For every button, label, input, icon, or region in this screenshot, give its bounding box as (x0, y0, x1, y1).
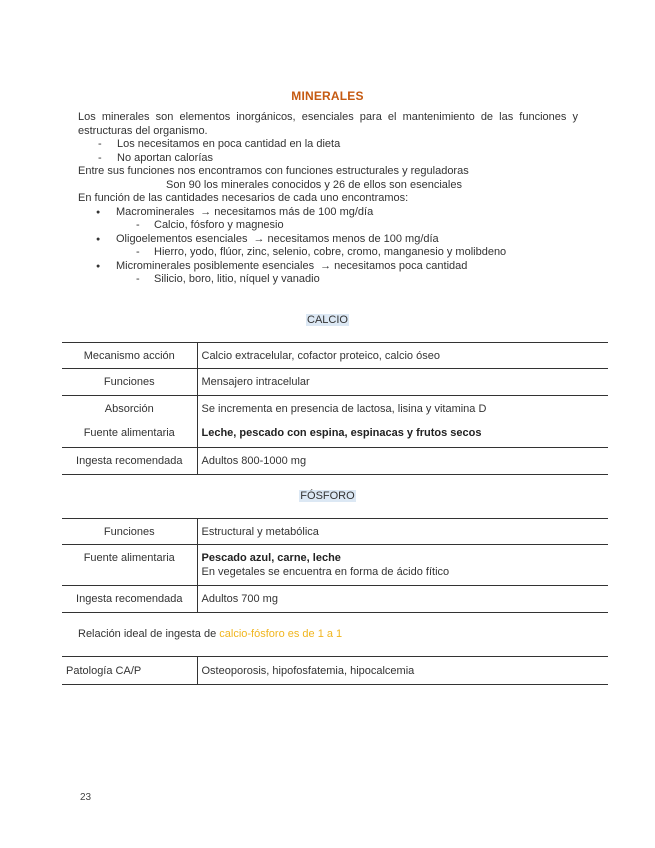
group-desc: necesitamos poca cantidad (334, 259, 468, 272)
calcio-table (62, 342, 608, 475)
fosforo-heading (0, 490, 655, 502)
intro-text (78, 111, 578, 287)
row-value: Calcio extracelular, cofactor proteico, calcio óseo (197, 343, 608, 369)
row-label: Mecanismo acción (62, 343, 197, 369)
row-value-main: Pescado azul, carne, leche (201, 552, 341, 564)
group-name: Oligoelementos esenciales (116, 232, 248, 245)
list-item (78, 260, 578, 287)
list-item (78, 206, 578, 233)
quantities-line: En función de las cantidades necesarios de cada uno encontramos: (78, 192, 409, 204)
table-row (62, 657, 608, 685)
row-value: Se incrementa en presencia de lactosa, lisina y vitamina D (201, 403, 487, 415)
group-name: Microminerales posiblemente esenciales (116, 259, 315, 272)
row-label: Fuente alimentaria (62, 422, 197, 448)
ratio-prefix: Relación ideal de ingesta de (78, 628, 220, 640)
row-value-note: En vegetales se encuentra en forma de ácido fítico (201, 566, 450, 578)
arrow-icon: → (253, 232, 265, 245)
row-label: Ingesta recomendada (62, 586, 197, 613)
calcio-heading (0, 314, 655, 326)
table-row (62, 396, 608, 422)
table-row (62, 448, 608, 475)
row-value: Adultos 800-1000 mg (197, 448, 608, 475)
row-value (197, 545, 608, 586)
list-item: - Silicio, boro, litio, níquel y vanadio (116, 273, 578, 287)
table-row (62, 586, 608, 613)
group-desc: necesitamos menos de 100 mg/día (267, 232, 439, 245)
list-item: - Los necesitamos en poca cantidad en la dieta (78, 138, 578, 152)
patologia-table (62, 656, 608, 685)
table-row (62, 343, 608, 369)
functions-line: Entre sus funciones nos encontramos con funciones estructurales y reguladoras (78, 165, 469, 177)
fosforo-table (62, 518, 608, 613)
page-title: MINERALES (291, 89, 364, 103)
row-label: Patología CA/P (62, 657, 197, 685)
calcium-phosphorus-ratio (78, 628, 342, 640)
row-value: Estructural y metabólica (197, 519, 608, 545)
row-label: Funciones (62, 369, 197, 396)
list-item: - Calcio, fósforo y magnesio (116, 219, 578, 233)
calcio-heading-text: CALCIO (307, 314, 348, 326)
row-value: Adultos 700 mg (197, 586, 608, 613)
table-row (62, 422, 608, 448)
row-value: Mensajero intracelular (197, 369, 608, 396)
intro-paragraph: Los minerales son elementos inorgánicos, esenciales para el mantenimiento de las funciones y estructuras del organismo. (78, 111, 578, 137)
group-name: Macrominerales (116, 205, 195, 218)
table-row (62, 519, 608, 545)
arrow-icon: → (320, 259, 332, 272)
intro-dash-list (78, 138, 578, 165)
row-label: Ingesta recomendada (62, 448, 197, 475)
list-item: - No aportan calorías (78, 152, 578, 166)
ratio-highlight: calcio-fósforo es de 1 a 1 (219, 628, 343, 640)
list-item: - Hierro, yodo, flúor, zinc, selenio, cobre, cromo, manganesio y molibdeno (116, 246, 578, 260)
minerals-count-line: Son 90 los minerales conocidos y 26 de ellos son esenciales (166, 178, 462, 191)
row-value: Osteoporosis, hipofosfatemia, hipocalcemia (197, 657, 608, 685)
table-row (62, 369, 608, 396)
table-row (62, 545, 608, 586)
mineral-groups-list (78, 206, 578, 287)
page-number: 23 (80, 792, 92, 803)
row-label: Funciones (62, 519, 197, 545)
group-desc: necesitamos más de 100 mg/día (214, 205, 374, 218)
list-item (78, 233, 578, 260)
row-value: Leche, pescado con espina, espinacas y frutos secos (197, 422, 608, 448)
row-label: Fuente alimentaria (62, 545, 197, 586)
arrow-icon: → (200, 205, 212, 218)
row-label: Absorción (62, 396, 197, 422)
fosforo-heading-text: FÓSFORO (300, 490, 355, 502)
